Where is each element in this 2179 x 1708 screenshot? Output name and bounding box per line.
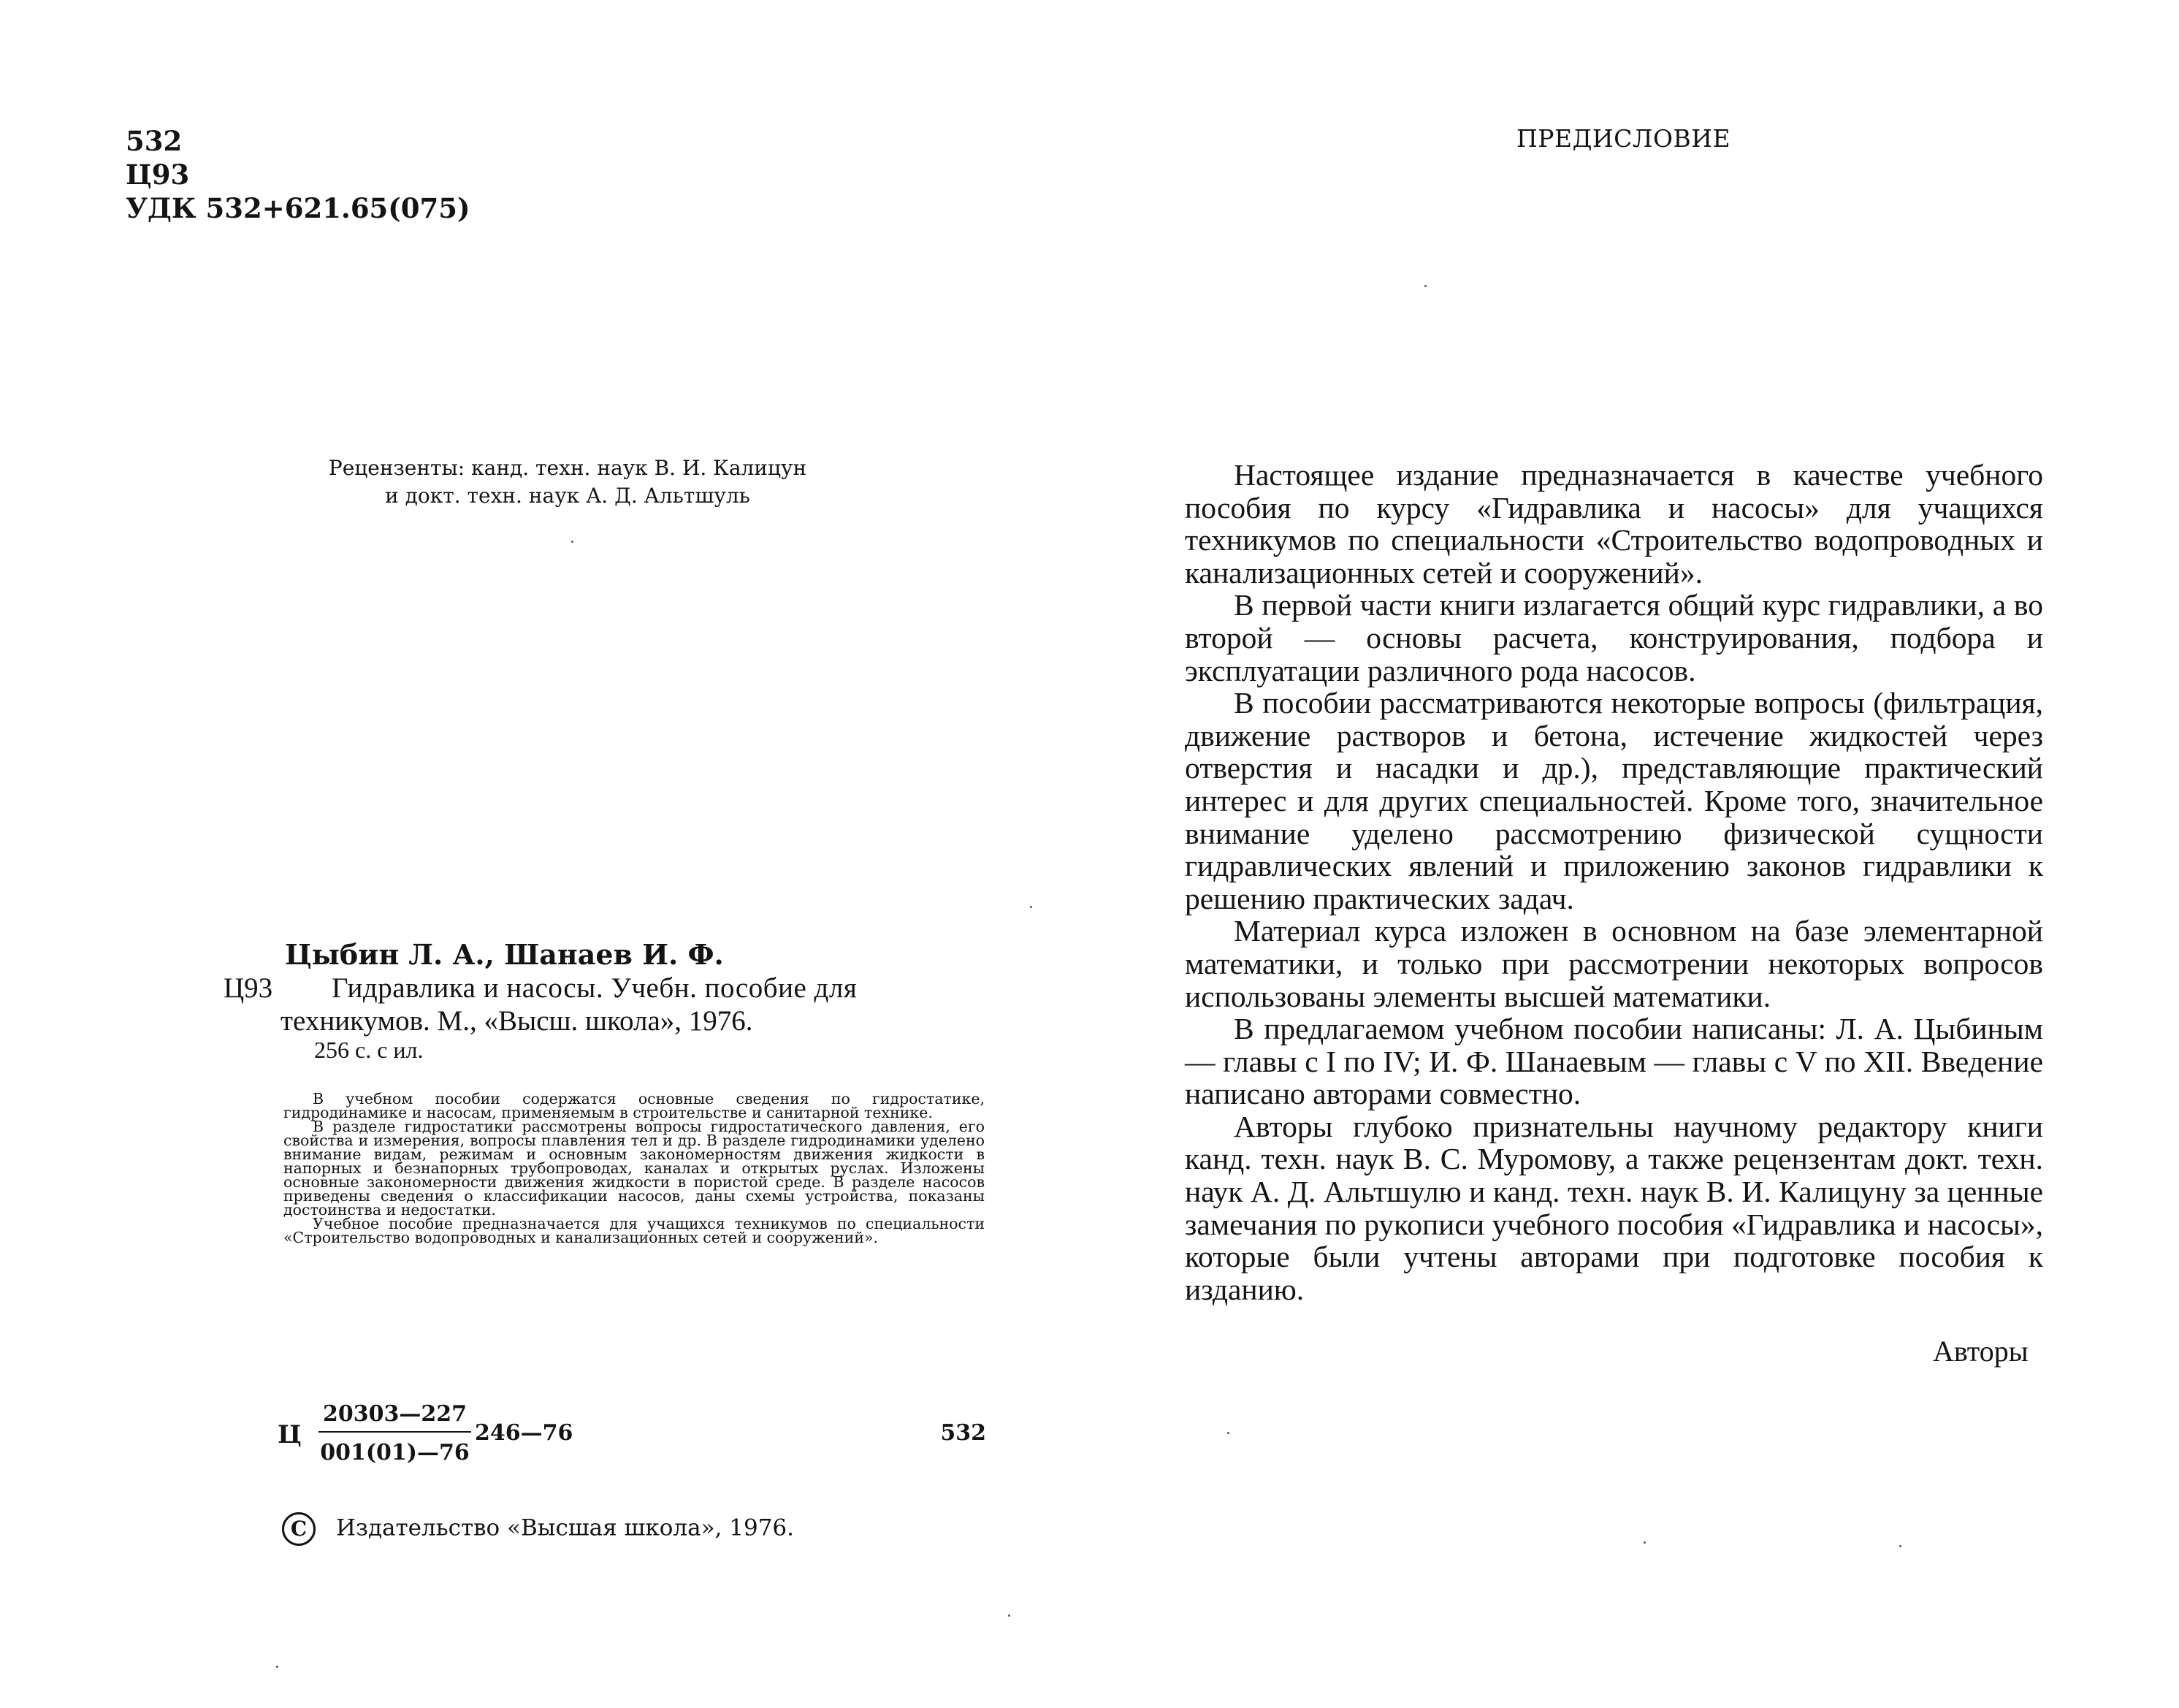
index-code bbox=[278, 1401, 986, 1482]
scan-speck bbox=[1030, 906, 1032, 908]
preface-paragraph: Настоящее издание предназначается в качестве учебного пособия по курсу «Гидравлика и насосы» для учащихся техникумов по специальности «Строительство водопроводных и канализационных сетей и сооружений». bbox=[1185, 458, 2043, 590]
reviewers bbox=[286, 454, 849, 510]
scan-speck bbox=[571, 541, 573, 543]
preface-paragraph: Материал курса изложен в основном на базе элементарной математики, и только при рассмотрении некоторых вопросов использованы элементы высшей математики. bbox=[1185, 914, 2043, 1013]
index-denominator: 001(01)—76 bbox=[320, 1440, 470, 1465]
index-numerator: 20303—227 bbox=[318, 1401, 471, 1433]
reviewers-line-1: Рецензенты: канд. техн. наук В. И. Калицун bbox=[328, 456, 807, 480]
catalog-title-line-2: техникумов. М., «Высш. школа», 1976. bbox=[281, 1005, 753, 1037]
preface-paragraph: В предлагаемом учебном пособии написаны: Л. А. Цыбиным — главы с I по IV; И. Ф. Шанаевым — главы с V по XII. Введение написано авторами совместно. bbox=[1185, 1012, 2043, 1111]
catalog-code: Ц93 bbox=[224, 972, 273, 1004]
abstract-paragraph: В учебном пособии содержатся основные сведения по гидростатике, гидродинамике и насосам, применяемым в строительстве и санитарной технике. bbox=[283, 1090, 985, 1121]
scan-speck bbox=[1899, 1545, 1901, 1547]
page-title: ПРЕДИСЛОВИЕ bbox=[1516, 124, 1731, 153]
copyright-icon: C bbox=[282, 1512, 316, 1546]
signoff: Авторы bbox=[1933, 1335, 2029, 1368]
scan-speck bbox=[1227, 1432, 1229, 1434]
preface-paragraph: В пособии рассматриваются некоторые вопросы (фильтрация, движение растворов и бетона, истечение жидкостей через отверстия и насадки и др.), представляющие практический интерес и для других специальностей. Кроме того, значительное внимание уделено рассмотрению физической сущности гидравлических явлений и приложению законов гидравлики к решению практических задач. bbox=[1185, 686, 2043, 915]
udc-code: УДК 532+621.65(075) bbox=[126, 192, 470, 224]
bibliographic-block bbox=[126, 124, 470, 225]
preface-paragraph: Авторы глубоко признательны научному редактору книги канд. техн. наук В. С. Муромову, а также рецензентам докт. техн. наук А. Д. Альтшулю и канд. техн. наук В. И. Калицуну за ценные замечания по рукописи учебного пособия «Гидравлика и насосы», которые были учтены авторами при подготовке пособия к изданию. bbox=[1185, 1109, 2043, 1306]
class-number: 532 bbox=[126, 125, 183, 157]
index-fraction bbox=[318, 1401, 471, 1465]
catalog-title-line-1: Гидравлика и насосы. Учебн. пособие для bbox=[332, 972, 858, 1004]
preface-paragraph: В первой части книги излагается общий курс гидравлики, а во второй — основы расчета, конструирования, подбора и эксплуатации различного рода насосов. bbox=[1185, 588, 2043, 687]
index-letter: Ц bbox=[278, 1420, 302, 1449]
scan-speck bbox=[1008, 1614, 1010, 1617]
abstract-paragraph: Учебное пособие предназначается для учащихся техникумов по специальности «Строительство водопроводных и канализационных сетей и сооружений». bbox=[283, 1215, 985, 1246]
catalog-entry bbox=[224, 972, 983, 1037]
copyright bbox=[282, 1512, 794, 1546]
copyright-text: Издательство «Высшая школа», 1976. bbox=[336, 1514, 795, 1541]
author-sign: Ц93 bbox=[126, 159, 190, 191]
scan-speck bbox=[276, 1666, 278, 1668]
catalog-authors: Цыбин Л. А., Шанаев И. Ф. bbox=[285, 938, 724, 971]
abstract bbox=[283, 1092, 985, 1245]
scan-speck bbox=[1424, 285, 1427, 287]
reviewers-line-2: и докт. техн. наук А. Д. Альтшуль bbox=[385, 484, 750, 508]
preface-body bbox=[1185, 459, 2043, 1305]
index-right-number: 532 bbox=[940, 1420, 986, 1446]
abstract-paragraph: В разделе гидростатики рассмотрены вопросы гидростатического давления, его свойства и измерения, вопросы плавления тел и др. В разделе гидродинамики уделено внимание видам, режимам и основным закономерностям движения жидкости в напорных и безнапорных трубопроводах, каналах и открытых руслах. Изложены основные закономерности движения жидкости в пористой среде. В разделе насосов приведены сведения о классификации насосов, даны схемы устройства, показаны достоинства и недостатки. bbox=[283, 1118, 985, 1219]
index-suffix: 246—76 bbox=[475, 1420, 573, 1446]
catalog-pages: 256 с. с ил. bbox=[314, 1037, 424, 1063]
scan-speck bbox=[1644, 1541, 1646, 1544]
